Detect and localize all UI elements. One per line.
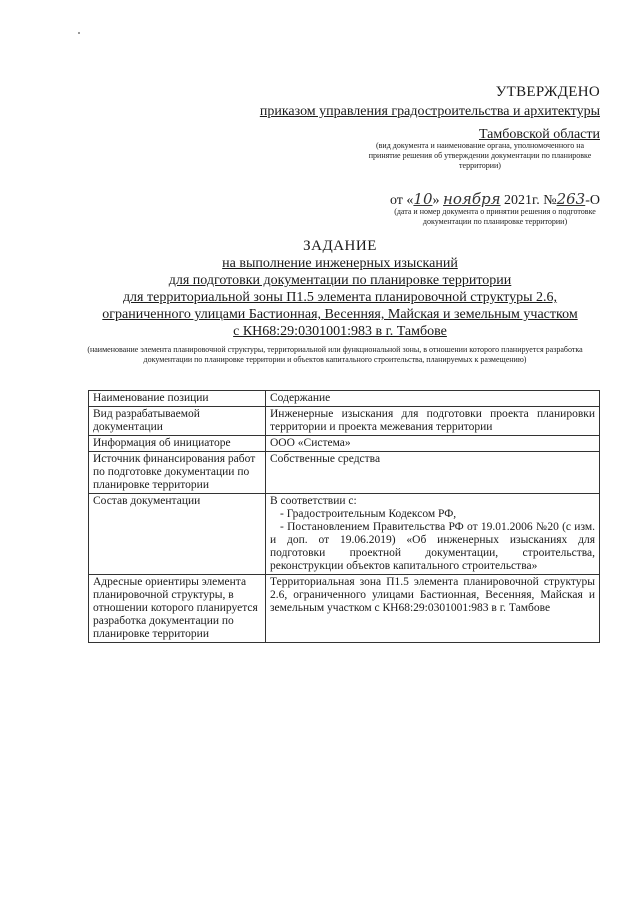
date-note: (дата и номер документа о принятии решения о подготовке документации по планировке территории) [394,207,596,226]
title-line-5: с КН68:29:0301001:983 в г. Тамбове [233,324,447,339]
table-row [89,436,600,452]
table-header-row [89,391,600,407]
date-year: 2021г. № [504,193,557,208]
title-line-1: на выполнение инженерных изысканий [222,256,458,271]
approved-heading: УТВЕРЖДЕНО [495,84,600,100]
header-content: Содержание [266,391,600,407]
title-note: (наименование элемента планировочной структуры, территориальной или функциональной зоны, в отношении которого планируется разработка документации по планировке территории и объектов капитального строительства, планируемых к размещению) [87,345,583,364]
table-row [89,407,600,436]
approving-order: приказом управления градостроительства и архитектуры [259,104,600,119]
date-number: 263 [556,190,586,208]
row-name: Состав документации [89,494,266,575]
title-line-3: для территориальной зоны П1.5 элемента планировочной структуры 2.6, [122,290,558,305]
row-content-item: - Градостроительным Кодексом РФ, [280,508,457,520]
row-content: Территориальная зона П1.5 элемента планировочной структуры 2.6, ограниченного улицами Бастионная, Весенняя, Майская и земельным участком с КН68:29:0301001:983 в г. Тамбове [266,575,600,643]
row-content: Инженерные изыскания для подготовки проекта планировки территории и проекта межевания территории [266,407,600,436]
scan-speck [78,32,80,34]
date-suffix: -О [585,193,600,208]
row-name: Источник финансирования работ по подготовке документации по планировке территории [89,452,266,494]
row-name: Адресные ориентиры элемента планировочной структуры, в отношении которого планируется разработка документации по планировке территории [89,575,266,643]
title-line-4: ограниченного улицами Бастионная, Весенняя, Майская и земельным участком [102,307,578,322]
row-content: ООО «Система» [266,436,600,452]
approving-region: Тамбовской области [478,127,600,142]
row-content-item: - Постановлением Правительства РФ от 19.01.2006 №20 (с изм. и доп. от 19.06.2019) «Об инженерных изысканиях для подготовки проектной документации, строительства, реконструкции объектов капитального строительства» [270,521,595,572]
date-sep: » [432,193,440,208]
row-content-intro: В соответствии с: [270,495,357,507]
table-row [89,494,600,575]
row-name: Информация об инициаторе [89,436,266,452]
authority-note: (вид документа и наименование органа, уполномоченного на принятие решения об утверждении документации по планировке территории) [368,141,592,170]
row-name: Вид разрабатываемой документации [89,407,266,436]
row-content: Собственные средства [266,452,600,494]
assignment-table [88,390,600,643]
date-prefix: от « [389,193,414,208]
date-day: 10 [413,190,433,208]
title-line-2: для подготовки документации по планировке территории [168,273,512,288]
title-block [80,238,600,340]
row-content [266,494,600,575]
date-month: ноября [443,190,501,208]
table-row [89,575,600,643]
table-row [89,452,600,494]
header-name: Наименование позиции [89,391,266,407]
document-title: ЗАДАНИЕ [303,238,377,254]
